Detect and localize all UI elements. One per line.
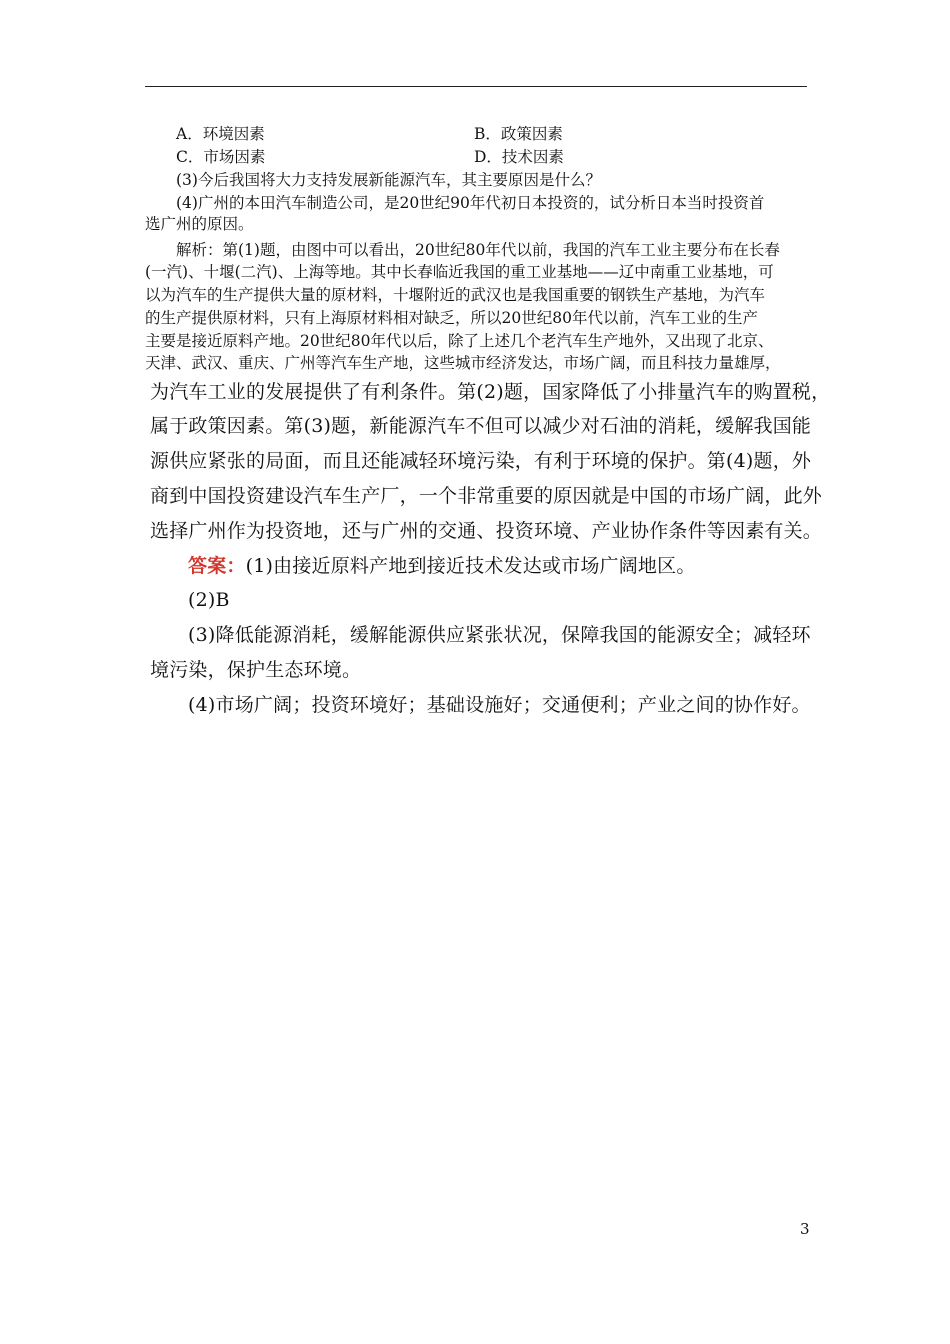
- question-3: (3)今后我国将大力支持发展新能源汽车，其主要原因是什么？: [176, 171, 601, 189]
- answer-1-text: (1)由接近原料产地到接近技术发达或市场广阔地区。: [245, 555, 696, 577]
- page-number: 3: [800, 1220, 810, 1238]
- answer-4: (4)市场广阔；投资环境好；基础设施好；交通便利；产业之间的协作好。: [188, 694, 811, 716]
- analysis-line: 解析：第(1)题，由图中可以看出，20世纪80年代以前，我国的汽车工业主要分布在长春: [176, 241, 780, 259]
- analysis-line-large: 源供应紧张的局面，而且还能减轻环境污染，有利于环境的保护。第(4)题，外: [150, 450, 812, 472]
- answer-3-line-1: (3)降低能源消耗，缓解能源供应紧张状况，保障我国的能源安全；减轻环: [188, 624, 811, 646]
- question-4-line-1: (4)广州的本田汽车制造公司，是20世纪90年代初日本投资的，试分析日本当时投资首: [176, 194, 765, 212]
- question-4-line-2: 选广州的原因。: [145, 215, 254, 233]
- answer-1: [188, 553, 696, 579]
- answer-3-line-2: 境污染，保护生态环境。: [150, 659, 362, 681]
- analysis-line: 天津、武汉、重庆、广州等汽车生产地，这些城市经济发达，市场广阔，而且科技力量雄厚，: [145, 354, 781, 372]
- analysis-line: 主要是接近原料产地。20世纪80年代以后，除了上述几个老汽车生产地外，又出现了北京、: [145, 332, 774, 350]
- analysis-line-large: 为汽车工业的发展提供了有利条件。第(2)题，国家降低了小排量汽车的购置税，: [150, 381, 831, 403]
- option-b: B．政策因素: [474, 125, 563, 143]
- option-a: A．环境因素: [176, 125, 265, 143]
- analysis-line-large: 属于政策因素。第(3)题，新能源汽车不但可以减少对石油的消耗，缓解我国能: [150, 415, 812, 437]
- analysis-line-large: 商到中国投资建设汽车生产厂，一个非常重要的原因就是中国的市场广阔，此外: [150, 485, 823, 507]
- answer-2: (2)B: [188, 589, 230, 611]
- analysis-line-large: 选择广州作为投资地，还与广州的交通、投资环境、产业协作条件等因素有关。: [150, 520, 823, 542]
- option-d: D．技术因素: [474, 148, 564, 166]
- analysis-line: (一汽)、十堰(二汽)、上海等地。其中长春临近我国的重工业基地——辽中南重工业基地，可: [145, 263, 774, 281]
- analysis-line: 以为汽车的生产提供大量的原材料，十堰附近的武汉也是我国重要的钢铁生产基地，为汽车: [145, 286, 766, 304]
- header-rule: [145, 86, 807, 87]
- answer-label: 答案：: [188, 555, 246, 577]
- option-c: C．市场因素: [176, 148, 266, 166]
- analysis-line: 的生产提供原材料，只有上海原材料相对缺乏，所以20世纪80年代以前，汽车工业的生产: [145, 309, 758, 327]
